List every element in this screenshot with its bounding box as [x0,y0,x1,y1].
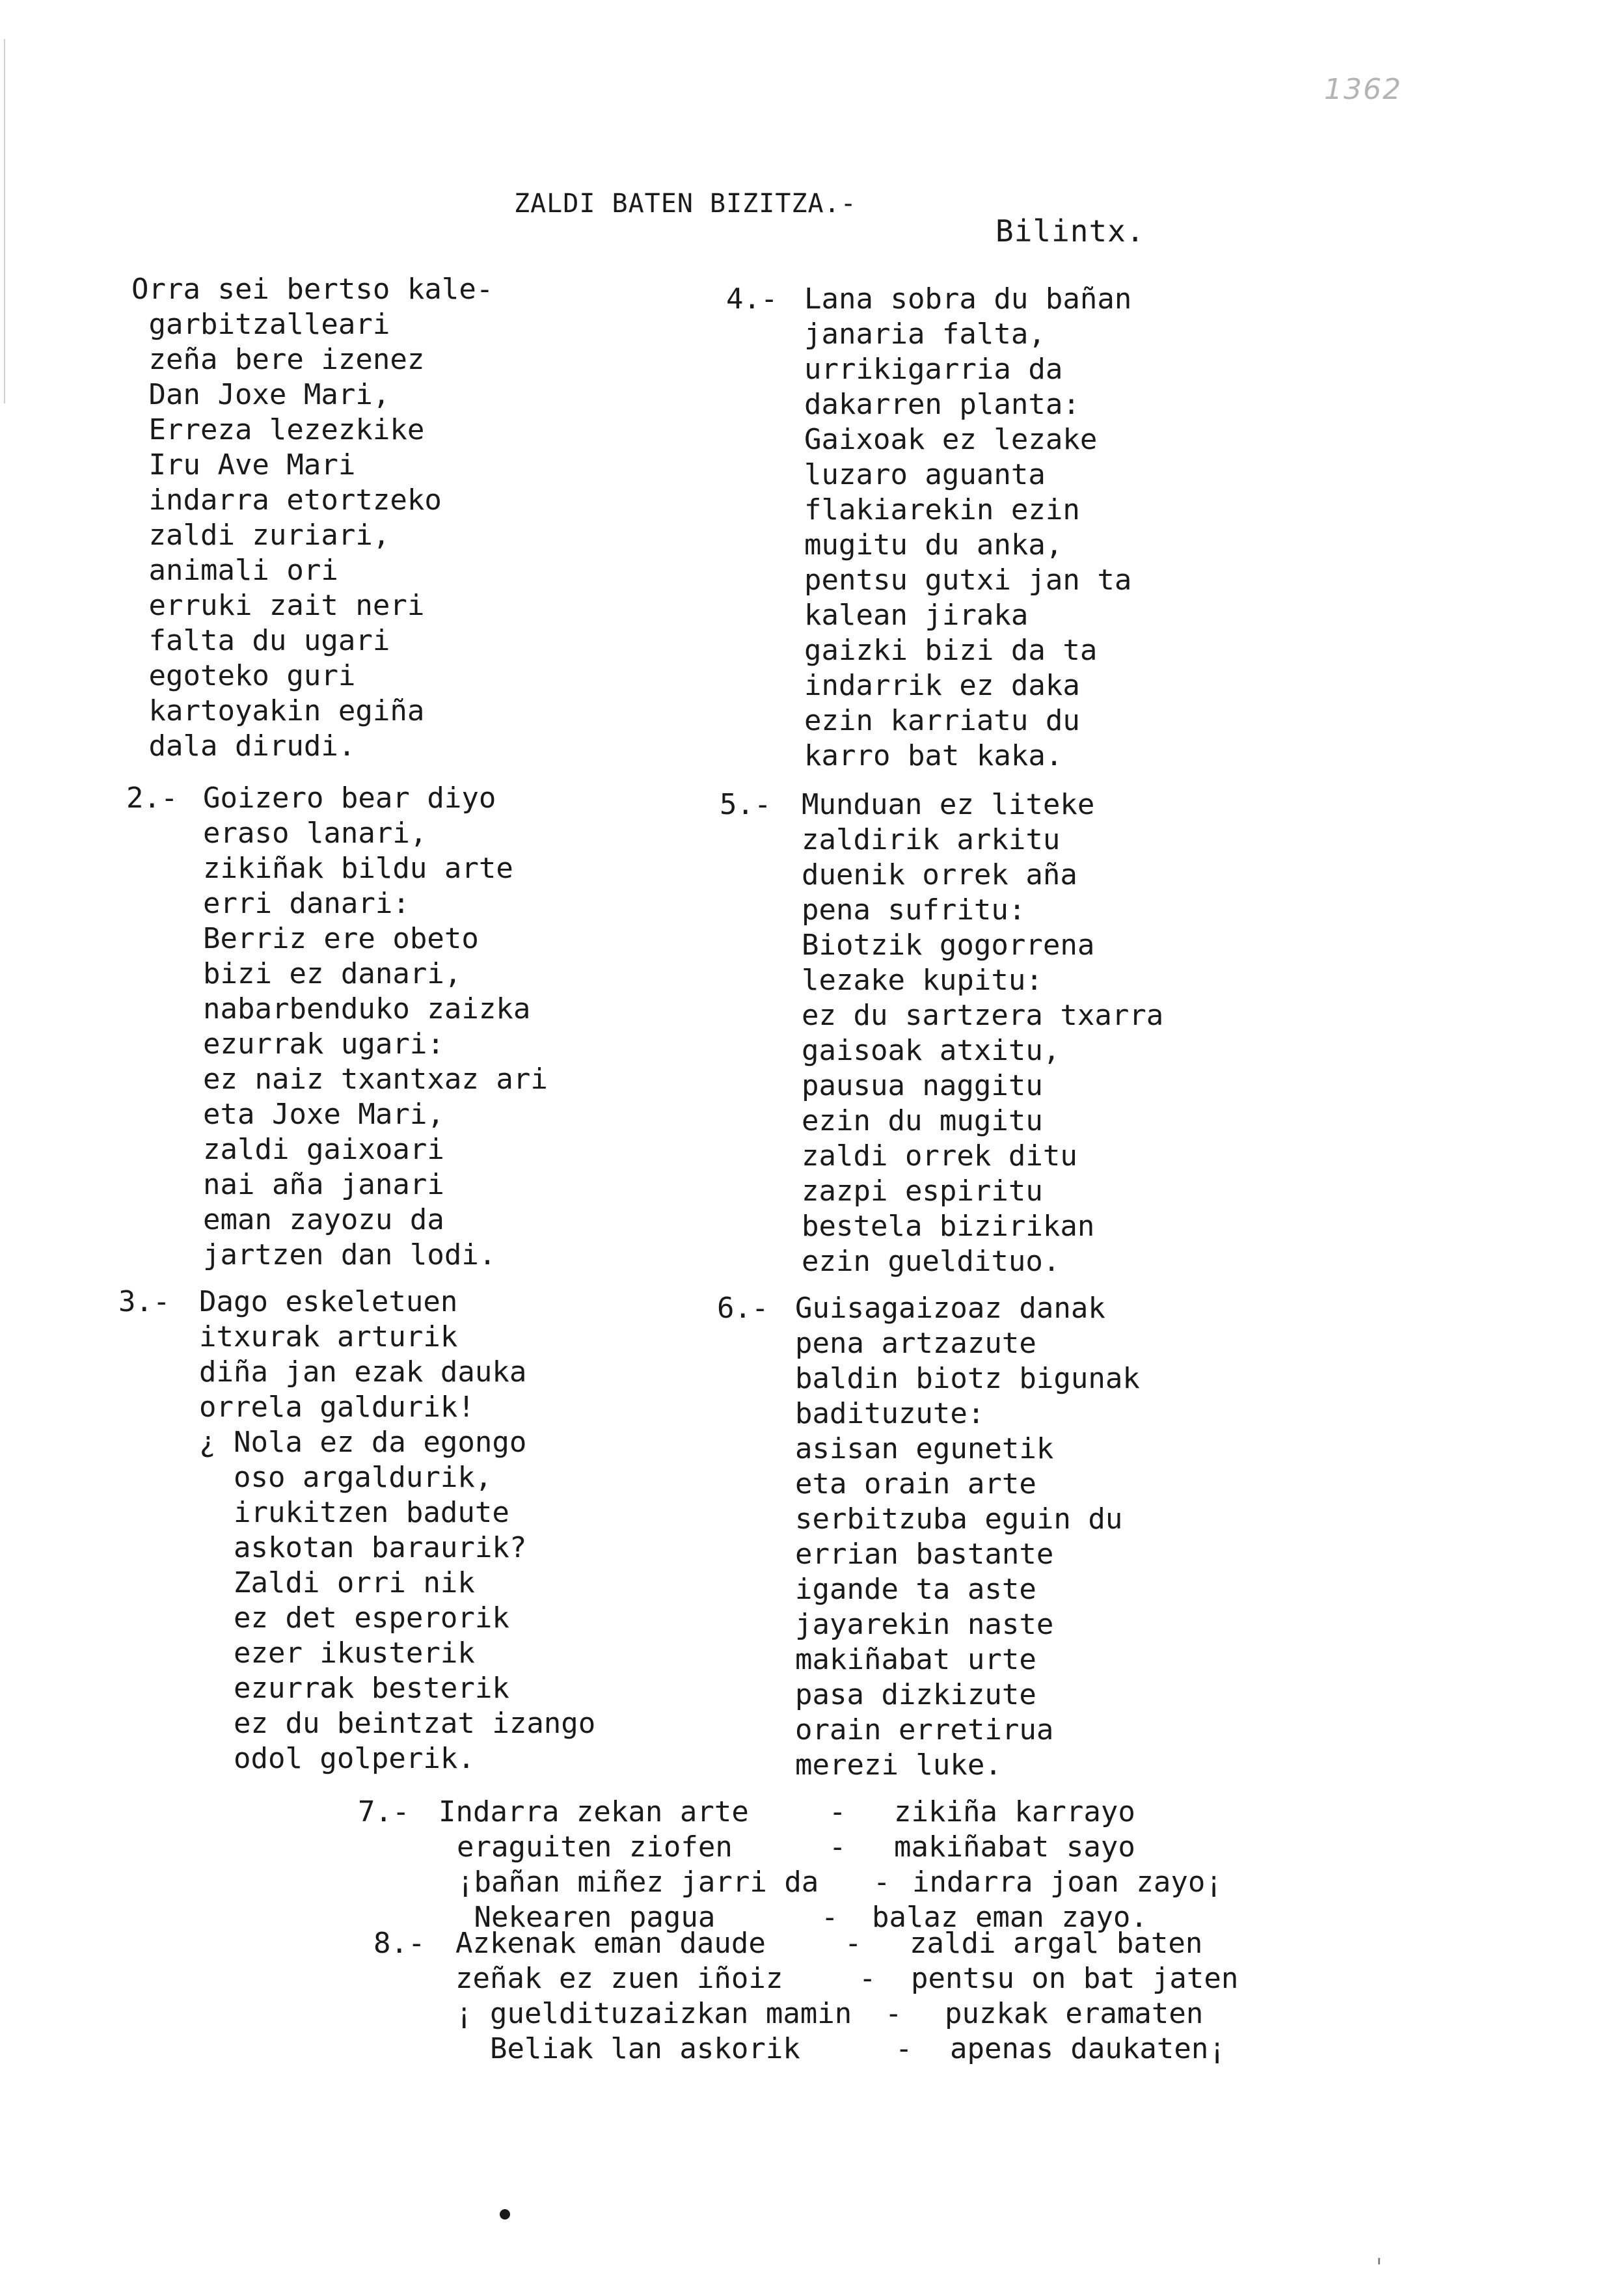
caesura-dash: - [859,1962,876,1995]
verse-line: gaizki bizi da ta [804,634,1098,667]
caesura-dash: - [873,1866,891,1899]
verse-line: erri danari: [203,887,410,920]
verse-line: Dan Joxe Mari, [131,378,390,411]
verse-line: Lana sobra du bañan [804,282,1132,316]
verse-line: asisan egunetik [795,1432,1054,1465]
verse-line: askotan baraurik? [199,1531,527,1564]
verse-line: diña jan ezak dauka [199,1355,527,1389]
caesura-dash: - [845,1927,862,1960]
verse-line: zaldi gaixoari [203,1133,444,1166]
verse-line: badituzute: [795,1397,985,1430]
verse-line: ez naiz txantxaz ari [203,1063,548,1096]
verse-line: urrikigarria da [804,353,1063,386]
verse-line-second-half: zaldi argal baten [910,1927,1203,1960]
verse-line: kalean jiraka [804,599,1029,632]
verse-line: ezurrak ugari: [203,1027,444,1061]
verse-line: dakarren planta: [804,388,1080,421]
verse-line-first-half: ¡bañan miñez jarri da [457,1866,819,1899]
verse-line: ez du sartzera txarra [802,999,1164,1032]
verse-line: eta Joxe Mari, [203,1098,444,1131]
verse-line: ez du beintzat izango [199,1707,596,1740]
stanza-4 [726,282,1132,774]
verse-line: Dago eskeletuen [199,1285,458,1318]
verse-line: pentsu gutxi jan ta [804,564,1132,597]
verse-line-second-half: zikiña karrayo [894,1795,1135,1828]
verse-line: kartoyakin egiña [131,694,425,727]
stanza-7 [358,1795,1223,1935]
verse-line: duenik orrek aña [802,858,1077,891]
verse-line: orrela galdurik! [199,1391,475,1424]
verse-line: ezin du mugitu [802,1104,1043,1137]
verse-line: igande ta aste [795,1573,1036,1606]
verse-line: Erreza lezezkike [131,413,425,446]
verse-line: mugitu du anka, [804,528,1063,562]
verse-line: indarrik ez daka [804,669,1080,702]
verse-line: itxurak arturik [199,1320,458,1353]
verse-line: pausua naggitu [802,1069,1043,1102]
verse-line: makiñabat urte [795,1643,1036,1676]
verse-line-first-half: Beliak lan askorik [455,2032,800,2065]
verse-line: egoteko guri [131,659,356,692]
verse-line: lezake kupitu: [802,964,1043,997]
verse-line: jayarekin naste [795,1608,1054,1641]
verse-line: jartzen dan lodi. [203,1238,496,1271]
verse-line-first-half: Azkenak eman daude [455,1927,766,1960]
verse-line: oso argaldurik, [199,1461,493,1494]
verse-line-second-half: apenas daukaten¡ [950,2032,1226,2065]
ink-dot [500,2209,510,2220]
verse-line-second-half: makiñabat sayo [894,1830,1135,1864]
verse-line-second-half: indarra joan zayo¡ [912,1866,1223,1899]
stanza-3 [118,1284,596,1776]
verse-line [457,1865,1223,1900]
stanza-2 [126,781,548,1273]
caesura-dash: - [829,1795,846,1828]
stanza-1 [131,272,493,764]
left-margin-rule [4,39,5,403]
verse-line [439,1795,1135,1830]
verse-line: Biotzik gogorrena [802,929,1095,962]
verse-line [455,2031,1226,2067]
verse-line: karro bat kaka. [804,739,1063,772]
verse-line: ezurrak besterik [199,1672,509,1705]
poem-title: ZALDI BATEN BIZITZA.- [514,189,857,219]
verse-line: zaldi orrek ditu [802,1139,1077,1173]
caesura-dash: - [821,1901,839,1934]
stanza-number: 2.- [126,781,178,815]
stanza-number: 4.- [726,282,778,316]
verse-line: ez det esperorik [199,1601,509,1635]
verse-line: Iru Ave Mari [131,448,356,482]
verse-line: serbitzuba eguin du [795,1502,1123,1536]
verse-line: ezin karriatu du [804,704,1080,737]
stanza-5 [720,787,1164,1279]
verse-line: erruki zait neri [131,589,425,622]
stanza-number: 6.- [717,1292,769,1325]
verse-line: merezi luke. [795,1748,1002,1782]
verse-line: eta orain arte [795,1467,1036,1501]
verse-line: Munduan ez liteke [802,788,1095,821]
verse-line: pena sufritu: [802,893,1026,927]
verse-line: falta du ugari [131,624,390,657]
caesura-dash: - [829,1830,846,1864]
verse-line: orain erretirua [795,1713,1054,1746]
stanza-number: 5.- [720,788,772,821]
verse-line: Goizero bear diyo [203,781,496,815]
verse-line: ezer ikusterik [199,1637,475,1670]
verse-line: nai aña janari [203,1168,444,1201]
verse-line-first-half: Indarra zekan arte [439,1795,749,1828]
stanza-number: 3.- [118,1285,170,1318]
verse-line: Orra sei bertso kale- [131,273,494,306]
verse-line [457,1830,1135,1865]
verse-line: zeña bere izenez [131,343,425,376]
verse-line: zazpi espiritu [802,1175,1043,1208]
verse-line-first-half: zeñak ez zuen iñoiz [455,1962,783,1995]
verse-line: Gaixoak ez lezake [804,423,1098,456]
stanza-6 [717,1291,1140,1783]
verse-line: eman zayozu da [203,1203,444,1236]
verse-line: baldin biotz bigunak [795,1362,1140,1395]
verse-line: bestela bizirikan [802,1210,1095,1243]
verse-line: luzaro aguanta [804,458,1046,491]
verse-line-first-half: Nekearen pagua [457,1901,716,1934]
verse-line: Zaldi orri nik [199,1566,475,1599]
verse-line: janaria falta, [804,318,1046,351]
verse-line: Guisagaizoaz danak [795,1292,1105,1325]
verse-line-second-half: puzkak eramaten [945,1997,1204,2030]
verse-line [455,1961,1239,1996]
page-number: 1362 [1324,73,1402,106]
poem-author: Bilintx. [995,213,1145,249]
verse-line-first-half: ¡ gueldituzaizkan mamin [455,1997,852,2030]
verse-line: eraso lanari, [203,817,427,850]
verse-line [455,1926,1203,1961]
verse-line: pena artzazute [795,1327,1036,1360]
verse-line-second-half: pentsu on bat jaten [911,1962,1239,1995]
verse-line: odol golperik. [199,1742,475,1775]
verse-line: indarra etortzeko [131,483,442,517]
verse-line [455,1996,1204,2031]
verse-line: ezin gueldituo. [802,1245,1061,1278]
verse-line: garbitzalleari [131,308,390,341]
verse-line: nabarbenduko zaizka [203,992,531,1026]
verse-line: animali ori [131,554,338,587]
verse-line: errian bastante [795,1538,1054,1571]
stanza-8 [373,1926,1239,2067]
verse-line: flakiarekin ezin [804,493,1080,526]
verse-line: bizi ez danari, [203,957,462,990]
verse-line-second-half: balaz eman zayo. [872,1901,1148,1934]
verse-line: ¿ Nola ez da egongo [199,1426,527,1459]
verse-line: Berriz ere obeto [203,922,479,955]
stanza-number: 8.- [373,1927,426,1960]
scan-mark [1378,2258,1380,2264]
verse-line: zikiñak bildu arte [203,852,513,885]
verse-line: irukitzen badute [199,1496,509,1529]
caesura-dash: - [885,1997,902,2030]
verse-line: zaldirik arkitu [802,823,1061,856]
verse-line: zaldi zuriari, [131,519,390,552]
verse-line: pasa dizkizute [795,1678,1036,1711]
verse-line: dala dirudi. [131,729,356,763]
caesura-dash: - [895,2032,913,2065]
verse-line-first-half: eraguiten ziofen [457,1830,733,1864]
stanza-number: 7.- [358,1795,410,1828]
verse-line: gaisoak atxitu, [802,1034,1061,1067]
